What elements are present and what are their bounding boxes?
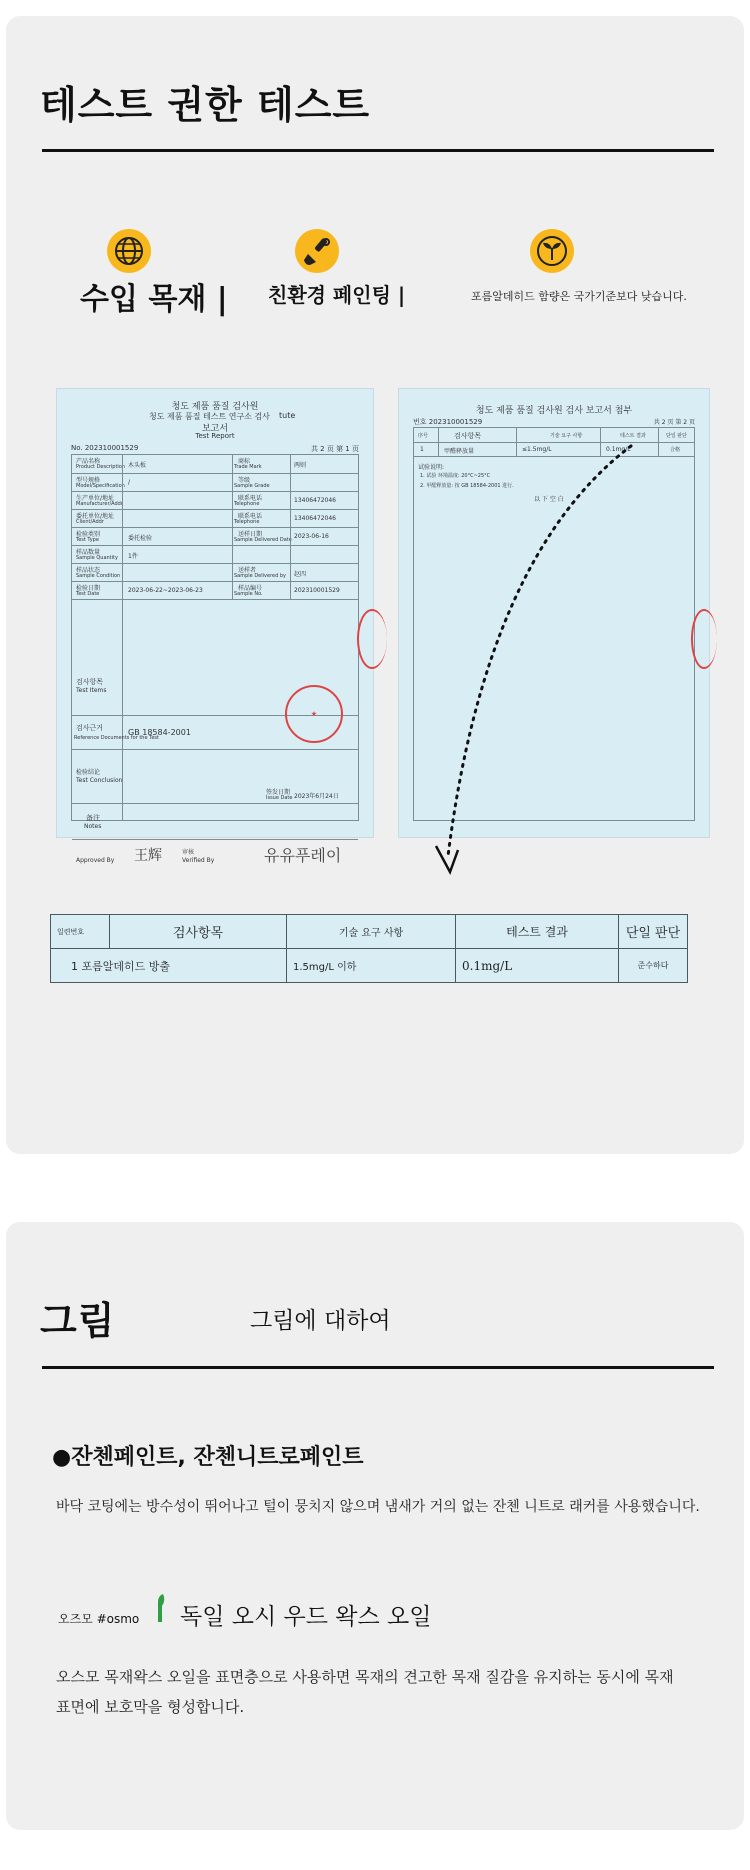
report-org-2: 청도 제품 품질 테스트 연구소 검사 <box>149 412 270 421</box>
row-label2-en: Trade Mark <box>234 464 262 470</box>
row-value2: 2023-06-16 <box>294 533 329 540</box>
result-cell-requirement: 1.5mg/L 이하 <box>287 949 456 983</box>
row-value2: 202310001529 <box>294 587 340 594</box>
report-info-row <box>72 527 358 546</box>
approved-label: Approved By <box>76 857 115 864</box>
report-kind: 보고서 <box>201 424 229 434</box>
painting-card <box>6 1222 744 1830</box>
report-info-row <box>72 491 358 510</box>
osmo-description <box>56 1662 674 1722</box>
row-label-en: Test Date <box>76 591 100 597</box>
report2-cell-item: 甲醛释放量 <box>444 448 475 455</box>
title-divider <box>42 149 714 152</box>
row-value: 木头板 <box>128 462 147 469</box>
report-info-row <box>72 473 358 492</box>
pointer-arrow <box>426 436 646 896</box>
report-info-row <box>72 581 358 600</box>
osmo-heading: 독일 오시 우드 왁스 오일 <box>180 1604 432 1630</box>
report2-header-item: 검사항목 <box>454 432 482 440</box>
row-label-en: Model/Specification <box>76 483 125 489</box>
osmo-brand-tag: 오즈모 #osmo <box>58 1612 140 1626</box>
feature-imported-wood: 수입 목재 | <box>80 282 228 317</box>
row-value: 1件 <box>128 553 138 560</box>
conclusion-label-en: Test Conclusion <box>76 777 123 784</box>
report2-header-result: 테스트 결과 <box>620 433 646 439</box>
row-value: / <box>128 479 131 486</box>
row-label-en: Sample Quantity <box>76 555 118 561</box>
row-label: 生产单位/地址 <box>76 495 115 502</box>
report2-header-req: 기술 요구 사항 <box>550 433 583 439</box>
report-org-2-suffix: tute <box>279 411 296 420</box>
globe-icon <box>107 229 151 273</box>
report-info-row <box>72 455 358 473</box>
row-label-en: Client/Addr <box>76 519 104 525</box>
osmo-description-line-1: 오스모 목재왁스 오일을 표면층으로 사용하면 목재의 견고한 목재 질감을 유지하는 동시에 목재 <box>56 1668 674 1686</box>
report2-number: 번호 202310001529 <box>413 418 483 426</box>
report2-page: 共 2 页 第 2 页 <box>653 419 695 426</box>
test-result-table <box>50 914 688 983</box>
report2-header-no: 序号 <box>418 433 429 439</box>
paint-heading: ●잔첸페인트, 잔첸니트로페인트 <box>52 1445 364 1470</box>
conclusion-label: 检验结论 <box>76 769 101 776</box>
leaf-sprout-icon <box>530 229 574 273</box>
report2-cell-no: 1 <box>420 446 424 453</box>
report-number: No. 202310001529 <box>71 444 139 452</box>
row-label-en: Test Type <box>76 537 99 543</box>
row-label2-en: Sample No. <box>234 591 263 597</box>
partial-seal <box>357 609 387 669</box>
result-cell-judgment: 준수하다 <box>619 949 688 983</box>
verified-label: 审核 <box>182 849 195 856</box>
test-authority-card <box>6 16 744 1154</box>
section2-divider <box>42 1366 714 1369</box>
row-label: 产品名称 <box>76 458 101 465</box>
result-header-requirement: 기술 요구 사항 <box>287 915 456 949</box>
row-label-en: Manufacturer/Addr <box>76 501 123 507</box>
row-label: 检验类别 <box>76 531 101 538</box>
result-header-judgment: 단일 판단 <box>619 915 688 949</box>
row-label2-en: Sample Grade <box>234 483 270 489</box>
section-title: 테스트 권한 테스트 <box>40 83 371 127</box>
section2-title: 그림 <box>40 1299 116 1343</box>
row-value2: 两则 <box>294 462 307 469</box>
row-label2: 等级 <box>238 477 251 484</box>
section2-subtitle: 그림에 대하여 <box>250 1308 391 1334</box>
row-label: 检验日期 <box>76 585 101 592</box>
row-label2: 商标 <box>238 458 251 465</box>
row-value2: 13406472046 <box>294 515 336 522</box>
partial-seal-2 <box>691 609 717 669</box>
result-header-item: 검사항목 <box>110 915 287 949</box>
basis-label-en: Reference Documents for the Test <box>74 735 159 741</box>
row-label2: 联系电话 <box>238 495 263 502</box>
notes-label-en: Notes <box>84 823 102 830</box>
report-kind-en: Test Report <box>195 432 235 440</box>
verified-label-en: Verified By <box>182 857 215 864</box>
report-page: 共 2 页 第 1 页 <box>310 445 359 453</box>
report2-note-2: 2. 甲醛释放量: 按 GB 18584-2001 进行. <box>420 483 514 489</box>
report2-cell-req: ≤1.5mg/L <box>522 446 552 453</box>
issue-label-en: Issue Date <box>266 795 293 801</box>
basis-value: GB 18584-2001 <box>128 728 191 737</box>
row-label: 委托单位/地址 <box>76 513 115 520</box>
row-value: 2023-06-22~2023-06-23 <box>128 587 203 594</box>
items-label: 검사항목 <box>76 678 104 686</box>
row-label2-en: Sample Delivered Date <box>234 537 292 543</box>
report2-note-1: 1. 试验 环境温度: 20°C~25°C <box>420 473 491 479</box>
test-report-page-1 <box>56 388 374 865</box>
notes-label: 备注 <box>86 814 100 822</box>
row-value2: 赵四 <box>294 571 307 578</box>
row-label-en: Product Description <box>76 464 126 470</box>
report2-header-judge: 단일 판단 <box>666 433 687 439</box>
report-info-row <box>72 545 358 564</box>
row-label2-en: Telephone <box>234 519 260 525</box>
report-org: 청도 제품 품질 검사원 <box>171 402 259 412</box>
feature-formaldehyde-below-standard: 포름알데히드 함량은 국가기준보다 낮습니다. <box>471 290 687 303</box>
report-info-row <box>72 509 358 528</box>
paintbrush-icon <box>295 229 339 273</box>
report-table <box>71 454 359 865</box>
row-label2-en: Telephone <box>234 501 260 507</box>
report2-end: 以 下 空 白 <box>534 496 564 503</box>
osmo-description-line-2: 표면에 보호막을 형성합니다. <box>56 1698 245 1716</box>
report2-cell-judge: 合格 <box>670 447 681 453</box>
items-label-en: Test Items <box>76 687 107 694</box>
issue-value: 2023年6月24日 <box>294 793 339 800</box>
inspection-seal: ★ <box>285 685 343 743</box>
result-header-serial: 일련번호 <box>51 915 110 949</box>
row-label2-en: Sample Delivered by <box>234 573 286 579</box>
result-cell-result: 0.1mg/L <box>456 949 619 983</box>
row-label2: 样品编号 <box>238 585 263 592</box>
row-label2: 送样者 <box>238 567 257 574</box>
paint-description: 바닥 코팅에는 방수성이 뛰어나고 털이 뭉치지 않으며 냄새가 거의 없는 잔첸 니트로 래커를 사용했습니다. <box>56 1499 700 1515</box>
row-label: 样品状态 <box>76 567 101 574</box>
report2-title: 청도 제품 품질 검사원 검사 보고서 첨부 <box>475 406 633 416</box>
result-cell-item: 1 포름알데히드 방출 <box>51 949 287 983</box>
report-info-row <box>72 563 358 582</box>
report2-notes-title: 试验说明: <box>418 464 445 471</box>
row-label-en: Sample Condition <box>76 573 121 579</box>
issue-label: 签发日期 <box>266 789 291 796</box>
row-label2: 联系电话 <box>238 513 263 520</box>
basis-label: 검사근거 <box>76 724 104 732</box>
row-label2: 送样日期 <box>238 531 263 538</box>
feature-eco-painting: 친환경 페인팅 | <box>268 283 406 307</box>
result-header-result: 테스트 결과 <box>456 915 619 949</box>
row-label: 样品数量 <box>76 549 101 556</box>
row-label: 型号规格 <box>76 477 101 484</box>
row-value: 委托检验 <box>128 535 153 542</box>
watermark-text: 유유푸레이 <box>264 846 342 865</box>
report2-cell-result: 0.1mg/L <box>606 446 631 453</box>
approved-signature: 王辉 <box>134 848 162 864</box>
row-value2: 13406472046 <box>294 497 336 504</box>
osmo-leaf-icon <box>154 1594 166 1624</box>
